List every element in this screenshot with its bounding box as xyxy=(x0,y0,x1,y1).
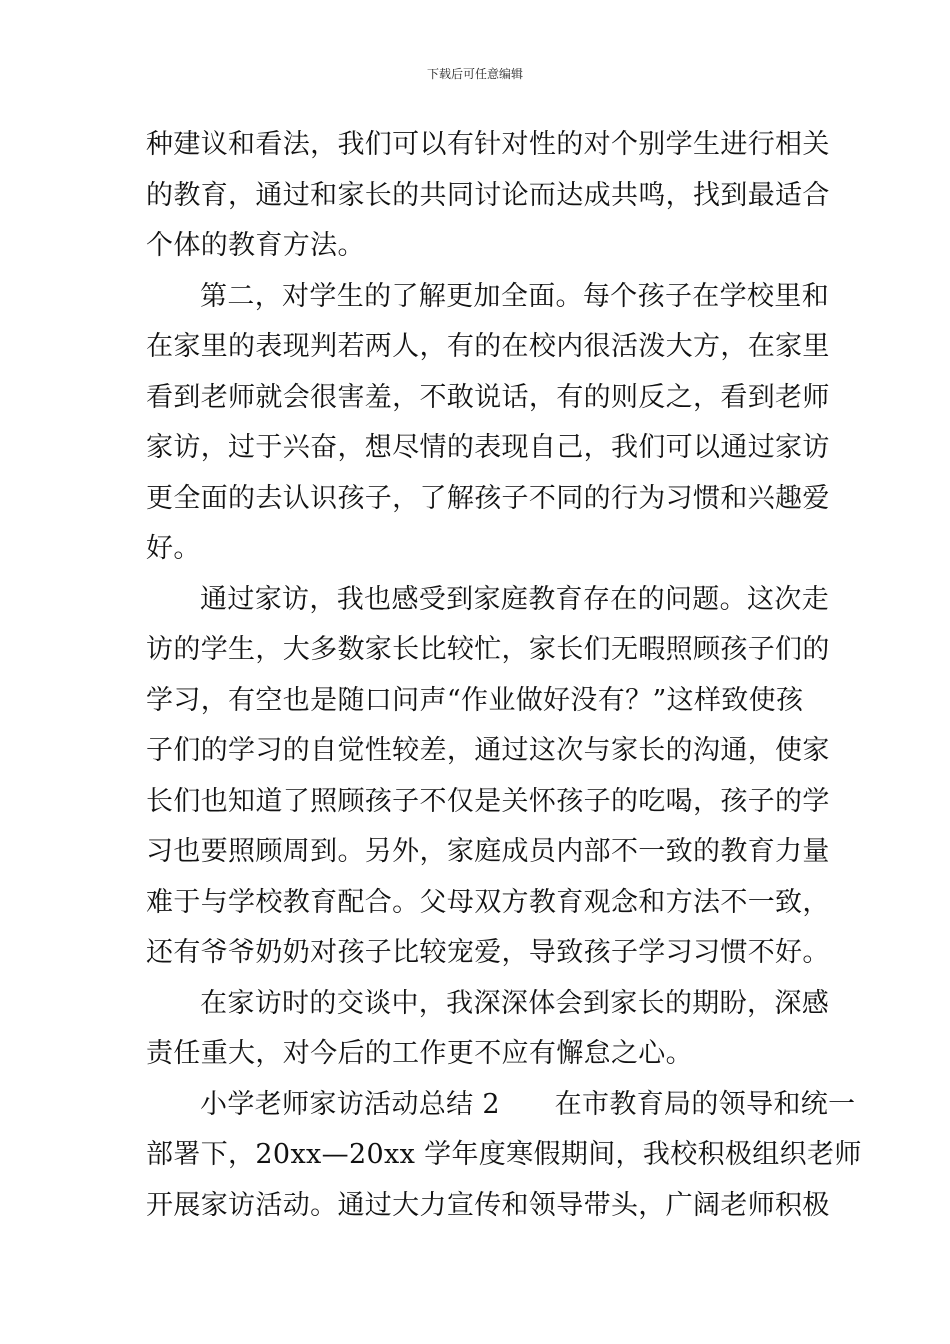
text-line: 习也要照顾周到。另外，家庭成员内部不一致的教育力量 xyxy=(146,836,830,867)
text-line: 第二，对学生的了解更加全面。每个孩子在学校里和 xyxy=(200,280,830,312)
text-line: 责任重大，对今后的工作更不应有懈怠之心。 xyxy=(146,1038,693,1069)
text-line: 子们的学习的自觉性较差，通过这次与家长的沟通，使家 xyxy=(146,735,830,766)
text-line: 在家里的表现判若两人，有的在校内很活泼大方，在家里 xyxy=(146,331,830,362)
text-line: 长们也知道了照顾孩子不仅是关怀孩子的吃喝，孩子的学 xyxy=(146,785,830,817)
text-line: 还有爷爷奶奶对孩子比较宠爱，导致孩子学习习惯不好。 xyxy=(146,937,830,968)
text-line: 访的学生，大多数家长比较忙，家长们无暇照顾孩子们的 xyxy=(146,634,830,665)
paragraph-continuation xyxy=(146,322,830,575)
text-line: 家访，过于兴奋，想尽情的表现自己，我们可以通过家访 xyxy=(146,432,830,463)
text-line: 开展家访活动。通过大力宣传和领导带头，广阔老师积极 xyxy=(146,1189,830,1221)
text-line: 难于与学校教育配合。父母双方教育观念和方法不一致， xyxy=(146,886,830,918)
text-line: 的教育，通过和家长的共同讨论而达成共鸣，找到最适合 xyxy=(146,179,830,211)
text-line: 部署下，20xx—20xx 学年度寒假期间，我校积极组织老师 xyxy=(146,1139,862,1170)
document-body xyxy=(146,120,862,1231)
paragraph-continuation xyxy=(146,1130,862,1231)
text-line: 小学老师家访活动总结 2 在市教育局的领导和统一 xyxy=(200,1088,856,1120)
text-line: 更全面的去认识孩子，了解孩子不同的行为习惯和兴趣爱 xyxy=(146,482,830,514)
text-line: 学习，有空也是随口问声“作业做好没有？”这样致使孩 xyxy=(146,684,804,716)
text-line: 在家访时的交谈中，我深深体会到家长的期盼，深感 xyxy=(200,987,830,1019)
paragraph-continuation xyxy=(146,625,830,979)
paragraph xyxy=(146,1080,856,1131)
paragraph xyxy=(146,272,830,323)
text-line: 好。 xyxy=(146,533,201,564)
page-header: 下载后可任意编辑 xyxy=(426,67,523,81)
text-line: 种建议和看法，我们可以有针对性的对个别学生进行相关 xyxy=(146,129,830,160)
text-line: 看到老师就会很害羞，不敢说话，有的则反之，看到老师 xyxy=(146,381,830,413)
text-line: 通过家访，我也感受到家庭教育存在的问题。这次走 xyxy=(200,583,830,615)
text-line: 个体的教育方法。 xyxy=(146,230,365,261)
paragraph xyxy=(146,120,830,272)
paragraph xyxy=(146,979,830,1030)
paragraph xyxy=(146,575,830,626)
paragraph-continuation xyxy=(146,1029,808,1080)
